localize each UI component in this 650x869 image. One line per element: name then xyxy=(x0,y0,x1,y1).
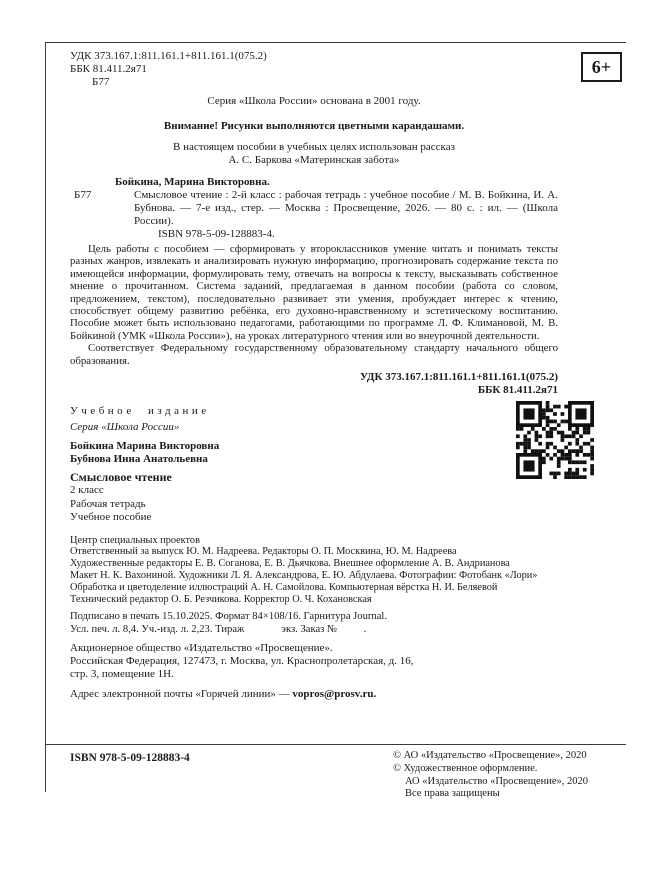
staff-credits xyxy=(70,535,558,606)
print-info-line1: Подписано в печать 15.10.2025. Формат 84×108/16. Гарнитура Journal. xyxy=(70,611,388,623)
age-rating-badge xyxy=(581,52,622,82)
bbk-number-right: ББК 81.411.2я71 xyxy=(477,384,558,397)
subtitle-edu: Учебное пособие xyxy=(70,511,152,524)
copyright-line: © АО «Издательство «Просвещение», 2020 xyxy=(393,750,587,761)
bib-author-heading: Бойкина, Марина Викторовна. xyxy=(115,176,270,188)
print-info-line2: Усл. печ. л. 8,4. Уч.-изд. л. 2,23. Тираж экз. Заказ № . xyxy=(70,623,367,635)
print-run-info xyxy=(70,611,558,636)
publisher-address xyxy=(70,642,558,681)
publisher-name: Акционерное общество «Издательство «Просвещение». xyxy=(70,642,333,655)
annotation xyxy=(70,243,558,367)
credits-line: Макет Н. К. Вахониной. Художники Л. Я. Александрова, Е. Ю. Абдулаева. Фотографии: Фотобанк «Лори» xyxy=(70,569,538,581)
classification-block xyxy=(70,50,558,89)
bbk-number: ББК 81.411.2я71 xyxy=(70,63,147,75)
footer-isbn: ISBN 978-5-09-128883-4 xyxy=(70,752,190,764)
copyright-block xyxy=(393,750,588,801)
copyright-line: Все права защищены xyxy=(405,788,500,800)
author-name-1: Бойкина Марина Викторовна xyxy=(70,440,220,453)
credits-line: Обработка и цветоделение иллюстраций А. Н. Самойлова. Компьютерная вёрстка Н. И. Беляевой xyxy=(70,581,498,593)
author-sign-code: Б77 xyxy=(92,76,110,88)
annotation-paragraph-2: Соответствует Федеральному государственному образовательному стандарту начального общего образования. xyxy=(70,342,558,367)
work-title: Смысловое чтение xyxy=(70,470,172,485)
bibliographic-record xyxy=(70,189,558,228)
udk-number-right: УДК 373.167.1:811.161.1+811.161.1(075.2) xyxy=(359,371,558,384)
author-names xyxy=(70,440,558,466)
udk-number: УДК 373.167.1:811.161.1+811.161.1(075.2) xyxy=(70,50,267,62)
annotation-paragraph-1: Цель работы с пособием — сформировать у второклассников умение читать и понимать тексты разных жанров, извлекать и анализировать нужную информацию, прогнозировать содержание текста по имеющейся информации, формулировать тему, отвечать на вопросы к тексту, высказывать собственное мнение о прочитанном. Система заданий, предлагаемая в данном пособии (работа со словом, предложением, текстом), последовательно развивает эти умения, пробуждает интерес к чтению, способствует общему развитию ребёнка, его духовно-нравственному и эстетическому воспитанию. Пособие может быть использовано педагогами, работающими по программе Л. Ф. Климановой, М. В. Бойкиной (УМК «Школа России»), на уроках литературного чтения или во внеурочной деятельности. xyxy=(70,243,558,342)
classification-block-right xyxy=(70,371,558,397)
bottom-rule xyxy=(45,744,626,745)
bib-isbn: ISBN 978-5-09-128883-4. xyxy=(158,228,275,240)
publisher-address-line1: Российская Федерация, 127473, г. Москва, ул. Краснопролетарская, д. 16, xyxy=(70,655,414,668)
series-name: Серия «Школа России» xyxy=(70,421,180,434)
grade-line: 2 класс xyxy=(70,484,104,497)
left-rule xyxy=(45,42,46,792)
copyright-line: АО «Издательство «Просвещение», 2020 xyxy=(405,775,589,787)
hotline-email-line xyxy=(70,688,558,701)
publisher-address-line2: стр. 3, помещение 1Н. xyxy=(70,668,174,681)
hotline-label: Адрес электронной почты «Горячей линии» — xyxy=(70,688,293,701)
subtitle-workbook: Рабочая тетрадь xyxy=(70,497,146,510)
imprint-section xyxy=(70,405,558,525)
copyright-line: © Художественное оформление. xyxy=(393,762,538,774)
qr-code xyxy=(516,401,594,479)
top-rule xyxy=(45,42,626,43)
author-name-2: Бубнова Инна Анатольевна xyxy=(70,453,208,466)
edition-lines xyxy=(70,484,558,525)
hotline-email: vopros@prosv.ru. xyxy=(292,688,377,701)
series-founded-note: Серия «Школа России» основана в 2001 году. xyxy=(207,95,421,107)
edition-type: Учебное издание xyxy=(70,405,210,418)
attention-note: Внимание! Рисунки выполняются цветными карандашами. xyxy=(163,120,465,132)
credits-line: Художественные редакторы Е. В. Соганова, Е. В. Дьячкова. Внешнее оформление А. В. Андрианова xyxy=(70,558,510,570)
usage-note-line2: А. С. Баркова «Материнская забота» xyxy=(228,154,400,166)
usage-note-line1: В настоящем пособии в учебных целях использован рассказ xyxy=(173,141,455,153)
bib-author-code: Б77 xyxy=(74,189,92,201)
credits-line: Технический редактор О. Б. Резчикова. Корректор О. Ч. Кохановская xyxy=(70,593,372,605)
usage-note xyxy=(70,141,558,167)
page-content xyxy=(70,50,558,701)
credits-line: Центр специальных проектов xyxy=(70,534,200,546)
bib-description: Смысловое чтение : 2-й класс : рабочая тетрадь : учебное пособие / М. В. Бойкина, И. А. Бубнова. — 7-е изд., стер. — Москва : Просвещение, 2026. — 80 с. : ил. — (Школа России). xyxy=(134,189,558,227)
credits-line: Ответственный за выпуск Ю. М. Надреева. Редакторы О. П. Москвина, Ю. М. Надреева xyxy=(70,546,457,558)
age-rating-label: 6+ xyxy=(591,57,611,77)
